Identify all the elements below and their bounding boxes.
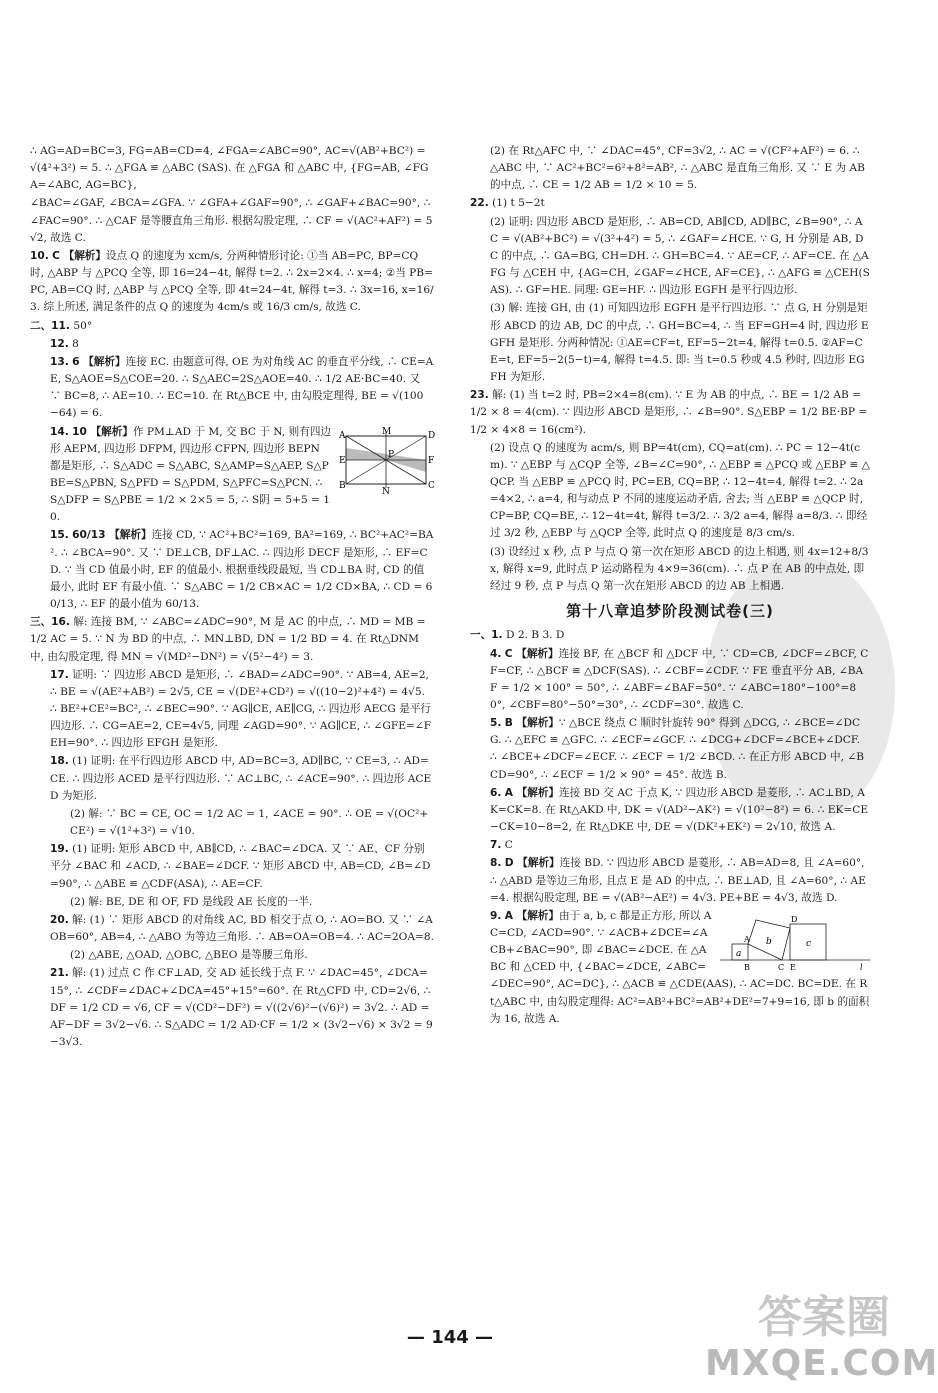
svg-text:P: P bbox=[388, 449, 395, 460]
answer-block: 一、1. D 2. B 3. D bbox=[470, 629, 565, 642]
svg-text:b: b bbox=[766, 936, 772, 947]
answer-block: (2) 证明: 四边形 ABCD 是矩形, ∴ AB=CD, AB∥CD, AD∥BC, ∠B=90°, ∴ AC = √(AB²+BC²) = √(3²+4²) = 5, ∴ ∠GAF=∠HCE. ∵ G, H 分别是 AB, DC 的中点, ∴ GA=BG, CH=DH. ∴ GH=BC=4. ∵ AE=CF, ∴ AF=CE. 在 △AFG 与 △CEH 中, {AG=CH, ∠GAF=∠HCE, AF=CE}, ∴ △AFG ≌ △CEH(SAS). ∴ GF=HE. 同理: GE=HF. ∴ 四边形 EGFH 是平行四边形. bbox=[490, 215, 870, 297]
svg-text:l: l bbox=[860, 962, 863, 972]
svg-text:B: B bbox=[339, 480, 346, 491]
svg-text:a: a bbox=[736, 948, 742, 959]
answer-block: 18. (1) 证明: 在平行四边形 ABCD 中, AD=BC=3, AD∥BC, ∵ CE=3, ∴ AD=CE. ∴ 四边形 ACED 是平行四边形. ∵ AC⊥BC, ∴ ∠ACE=90°. ∴ 四边形 ACED 为矩形. bbox=[50, 755, 432, 802]
svg-text:c: c bbox=[806, 938, 812, 949]
answer-block: (2) 解: ∵ BC = CE, OC = 1/2 AC = 1, ∠ACE = 90°. ∴ OE = √(OC²+CE²) = √(1²+3²) = √10. bbox=[70, 807, 429, 838]
answer-block: 20. 解: (1) ∵ 矩形 ABCD 的对角线 AC, BD 相交于点 O, ∴ AO=BO. 又 ∵ ∠AOB=60°, AB=4, ∴ △ABO 为等边三角形. ∴ AB=OA=OB=4. ∴ AC=2OA=8. bbox=[50, 913, 434, 944]
watermark-logo: 答案圈 bbox=[758, 1292, 890, 1343]
svg-text:D: D bbox=[791, 914, 798, 924]
answer-block: 12. 8 bbox=[50, 337, 79, 350]
answer-block: (2) 设点 Q 的速度为 acm/s, 则 BP=4t(cm), CQ=at(cm). ∴ PC = 12−4t(cm). ∵ △EBP 与 △CQP 全等, ∠B=∠C=90°, ∴ △EBP ≌ △PCQ 或 △EBP ≌ △QCP. 当 △EBP ≌ △PCQ 时, PC=EB, CQ=BP, ∴ 12−4t=4, 解得 t=2. ∴ 2a=4×2, ∴ a=4, 和与动点 P 不同的速度运动矛盾, 舍去; 当 △EBP ≌ △QCP 时, CP=BP, CQ=BE, ∴ 12−4t=4t, 解得 t=3/2. ∴ 3/2 a=4, 解得 a=8/3. ∴ 即经过 3/2 秒, △EBP 与 △QCP 全等, 此时点 Q 的速度是 8/3 cm/s. bbox=[490, 441, 870, 540]
answer-block: 15. 60/13 【解析】连接 CD, ∵ AC²+BC²=169, BA²=169, ∴ BC²+AC²=BA². ∴ ∠BCA=90°. 又 ∵ DE⊥CB, DF⊥AC. ∴ 四边形 DECF 是矩形, ∴ EF=CD. ∵ 当 CD 值最小时, EF 的值最小. 根据垂线段最短, 当 CD⊥BA 时, CD 的值最小, 此时 EF 有最小值. ∵ S△ABC = 1/2 CB×AC = 1/2 CD×BA, ∴ CD = 60/13, ∴ EF 的最小值为 60/13. bbox=[50, 529, 434, 611]
answer-block: 三、16. 解: 连接 BM, ∵ ∠ABC=∠ADC=90°, M 是 AC 的中点, ∴ MD = MB = 1/2 AC = 5. ∵ N 为 BD 的中点, ∴ MN⊥BD, DN = 1/2 BD = 4. 在 Rt△DNM 中, 由勾股定理, 得 MN = √(MD²−DN²) = √(5²−4²) = 3. bbox=[30, 616, 426, 663]
answer-block: ∠BAC=∠GAF, ∠BCA=∠GFA. ∵ ∠GFA+∠GAF=90°, ∴ ∠GAF+∠BAC=90°, ∴ ∠FAC=90°. ∴ △CAF 是等腰直角三角形. 根据勾股定理, ∴ CF = √(AC²+AF²) = 5√2, 故选 C. bbox=[30, 197, 433, 244]
answer-block: 二、11. 50° bbox=[30, 319, 93, 332]
answer-block: ∴ AG=AD=BC=3, FG=AB=CD=4, ∠FGA=∠ABC=90°, AC=√(AB²+BC²) = √(4²+3²) = 5. ∴ △FGA ≌ △ABC (SAS). 在 △FGA 和 △ABC 中, {FG=AB, ∠FGA=∠ABC, AG=BC}, bbox=[30, 145, 429, 192]
answer-block: (3) 解: 连接 GH, 由 (1) 可知四边形 EGFH 是平行四边形. ∵ 点 G, H 分别是矩形 ABCD 的边 AB, DC 的中点, ∴ GH=BC=4, ∴ 当 EF=GH=4 时, 四边形 EGFH 是矩形. 分两种情况: ①AE=CF=t, EF=5−2t=4, 解得 t=0.5. ②AF=CE=t, EF=5−2(5−t)=4, 解得 t=4.5. 即: 当 t=0.5 秒或 4.5 秒时, 四边形 EGFH 为矩形. bbox=[490, 302, 869, 384]
answer-block: 22. (1) t 5−2t bbox=[470, 197, 545, 210]
svg-text:A: A bbox=[744, 934, 750, 944]
svg-text:N: N bbox=[382, 486, 390, 497]
answer-block: 23. 解: (1) 当 t=2 时, PB=2×4=8(cm). ∵ E 为 AB 的中点, ∴ BE = 1/2 AB = 1/2 × 8 = 4(cm). ∵ 四边形 ABCD 是矩形, ∴ ∠B=90°. S△EBP = 1/2 BE·BP = 1/2 × 4×8 = 16(cm²). bbox=[470, 389, 868, 436]
answer-block: 4. C 【解析】连接 BF, 在 △BCF 和 △DCF 中, ∵ CD=CB, ∠DCF=∠BCF, CF=CF, ∴ △BCF ≌ △DCF(SAS). ∴ ∠CBF=∠CDF. ∵ FE 垂直平分 AB, ∠BAF = 1/2 × 100° = 50°, ∴ ∠ABF=∠BAF=50°. ∵ ∠ABC=180°−100°=80°, ∠CBF=80°−50°=30°, ∴ ∠CDF=30°. 故选 C. bbox=[490, 647, 869, 711]
svg-text:E: E bbox=[339, 455, 346, 466]
answer-block: 21. 解: (1) 过点 C 作 CF⊥AD, 交 AD 延长线于点 F. ∵ ∠DAC=45°, ∠DCA=15°, ∴ ∠CDF=∠DAC+∠DCA=45°+15°=60°. 在 Rt△CFD 中, CD=2√6, ∴ DF = 1/2 CD = √6, CF = √(CD²−DF²) = √((2√6)²−(√6)²) = 3√2. ∴ AD = AF−DF = 3√2−√6. ∴ S△ADC = 1/2 AD·CF = 1/2 × (3√2−√6) × 3√2 = 9−3√3. bbox=[50, 967, 433, 1048]
watermark-site: MXQE.COM bbox=[705, 1343, 938, 1384]
answer-block: A D B C M N E F P 14. 10 【解析】作 PM⊥AD 于 M, 交 BC 于 N, 则有四边形 AEPM, 四边形 DFPM, 四边形 CFPN, 四边形 BEPN 都是矩形, ∴ S△ADC = S△ABC, S△AMP=S△AEP, S△PBE=S△PBN, S△PFD = S△PDM, S△PFC=S△PCN. ∴ S△DFP = S△PBE = 1/2 × 2×5 = 5, ∴ S阴 = 5+5 = 10. bbox=[50, 425, 436, 524]
answer-block: 7. C bbox=[490, 839, 513, 852]
answer-block: 5. B 【解析】∵ △BCE 绕点 C 顺时针旋转 90° 得到 △DCG, ∴ ∠BCE=∠DCG. ∴ △EFC ≌ △GFC. ∴ ∠ECF=∠GCF. ∴ ∠DCG+∠DCF=∠BCE+∠DCF. ∴ ∠BCE+∠DCF=∠ECF. ∴ ∠ECF = 1/2 ∠BCD. ∴ 在正方形 ABCD 中, ∠BCD=90°, ∴ ∠ECF = 1/2 × 90° = 45°. 故选 B. bbox=[490, 717, 864, 781]
svg-text:C: C bbox=[778, 962, 785, 972]
answer-block: 6. A 【解析】连接 BD 交 AC 于点 K, ∵ 四边形 ABCD 是菱形, ∴ AC⊥BD, AK=CK=8. 在 Rt△AKD 中, DK = √(AD²−AK²) = √(10²−8²) = 6. ∴ EK=CE−CK=10−8=2, 在 Rt△DKE 中, DE = √(DK²+EK²) = 2√10, 故选 A. bbox=[490, 786, 869, 834]
answer-block: 13. 6 【解析】连接 EC. 由题意可得, OE 为对角线 AC 的垂直平分线, ∴ CE=AE, S△AOE=S△COE=20. ∴ S△AEC=2S△AOE=40. ∴ 1/2 AE·BC=40. 又 ∵ BC=8, ∴ AE=10. ∴ EC=10. 在 Rt△BCE 中, 由勾股定理得, BE = √(100−64) = 6. bbox=[50, 355, 434, 420]
right-column bbox=[470, 143, 870, 1029]
answer-block: a b c A D B C E l 9. A 【解析】由于 a, b, c 都是正方形, 所以 AC=CD, ∠ACD=90°. ∵ ∠ACB+∠DCE=∠ACB+∠BAC=90°, 即 ∠BAC=∠DCE. 在 △ABC 和 △CED 中, {∠BAC=∠DCE, ∠ABC=∠DEC=90°, AC=DC}, ∴ △ACB ≌ △CDE(AAS), ∴ AC=DC. BC=DE. 在 Rt△ABC 中, 由勾股定理得: AC²=AB²+BC²=AB²+DE²=7+9=16, 即 b 的面积为 16, 故选 A. bbox=[490, 909, 870, 1025]
answer-block: 17. 证明: ∵ 四边形 ABCD 是矩形, ∴ ∠BAD=∠ADC=90°. ∵ AB=4, AE=2, ∴ BE = √(AE²+AB²) = 2√5, CE = √(DE²+CD²) = √((10−2)²+4²) = 4√5. ∴ BE²+CE²=BC², ∴ ∠BEC=90°. ∵ AG∥CE, AE∥CG, ∴ 四边形 AECG 是平行四边形. ∴ CG=AE=2, CE=4√5, 同理 ∠AGD=90°. ∵ AG∥CE, ∴ ∠GFE=∠FEH=90°. ∴ 四边形 EFGH 是矩形. bbox=[50, 668, 432, 750]
rectangle-figure bbox=[338, 426, 436, 497]
svg-text:E: E bbox=[790, 962, 796, 972]
answer-block: (2) 解: BE, DE 和 OF, FD 是线段 AE 长度的一半. bbox=[70, 895, 313, 908]
answer-block: 10. C 【解析】设点 Q 的速度为 xcm/s, 分两种情形讨论: ①当 AB=PC, BP=CQ 时, △ABP 与 △PCQ 全等, 即 16=24−4t, 解得 t=2. ∴ 2x=2×4. ∴ x=4; ②当 PB=PC, AB=CQ 时, △ABP 与 △PCQ 全等, 即 4t=24−4t, 解得 t=3. ∴ 3x=16, x=16/3. 综上所述, 满足条件的点 Q 的速度为 4cm/s 或 16/3 cm/s, 故选 C. bbox=[30, 249, 434, 314]
svg-text:F: F bbox=[428, 455, 435, 466]
svg-text:B: B bbox=[744, 962, 750, 972]
answer-block: (2) 在 Rt△AFC 中, ∵ ∠DAC=45°, CF=3√2, ∴ AC = √(CF²+AF²) = 6. ∴ △ABC 中, ∵ AC²+BC²=6²+8²=AB², ∴ △ABC 是直角三角形. 又 ∵ E 为 AB 的中点, ∴ CE = 1/2 AB = 1/2 × 10 = 5. bbox=[490, 145, 865, 192]
section-title: 第十八章追梦阶段测试卷(三) bbox=[566, 602, 774, 621]
svg-text:C: C bbox=[428, 480, 435, 491]
answer-block: (2) △ABE, △OAD, △OBC, △BEO 是等腰三角形. bbox=[70, 949, 308, 962]
page-number: — 144 — bbox=[406, 1327, 494, 1348]
svg-text:A: A bbox=[339, 430, 346, 441]
squares-figure bbox=[720, 910, 870, 974]
answer-block: (3) 设经过 x 秒, 点 P 与点 Q 第一次在矩形 ABCD 的边上相遇, 则 4x=12+8/3 x, 解得 x=9, 此时点 P 运动路程为 4×9=36(cm). ∴ 点 P 在 AB 的中点处, 即经过 9 秒, 点 P 与点 Q 第一次在矩形 ABCD 的边 AB 上相遇. bbox=[490, 545, 869, 592]
svg-text:D: D bbox=[428, 430, 436, 441]
answer-block: 8. D 【解析】连接 BD. ∵ 四边形 ABCD 是菱形, ∴ AB=AD=8, 且 ∠A=60°, ∴ △ABD 是等边三角形, 且点 E 是 AD 的中点, ∴ BE⊥AD, 且 ∠A=60°, ∴ AE=4. 根据勾股定理, BE = √(AB²−AE²) = 4√3. PE+BE = 4√3, 故选 D. bbox=[490, 857, 866, 904]
answer-block: 19. (1) 证明: 矩形 ABCD 中, AB∥CD, ∴ ∠BAC=∠DCA. 又 ∵ AE、CF 分别平分 ∠BAC 和 ∠ACD, ∴ ∠BAE=∠DCF. ∵ 矩形 ABCD 中, AB=CD, ∠B=∠D=90°, ∴ △ABE ≌ △CDF(ASA), ∴ AE=CF. bbox=[50, 843, 431, 890]
left-column bbox=[30, 143, 434, 1052]
svg-text:M: M bbox=[382, 426, 392, 437]
